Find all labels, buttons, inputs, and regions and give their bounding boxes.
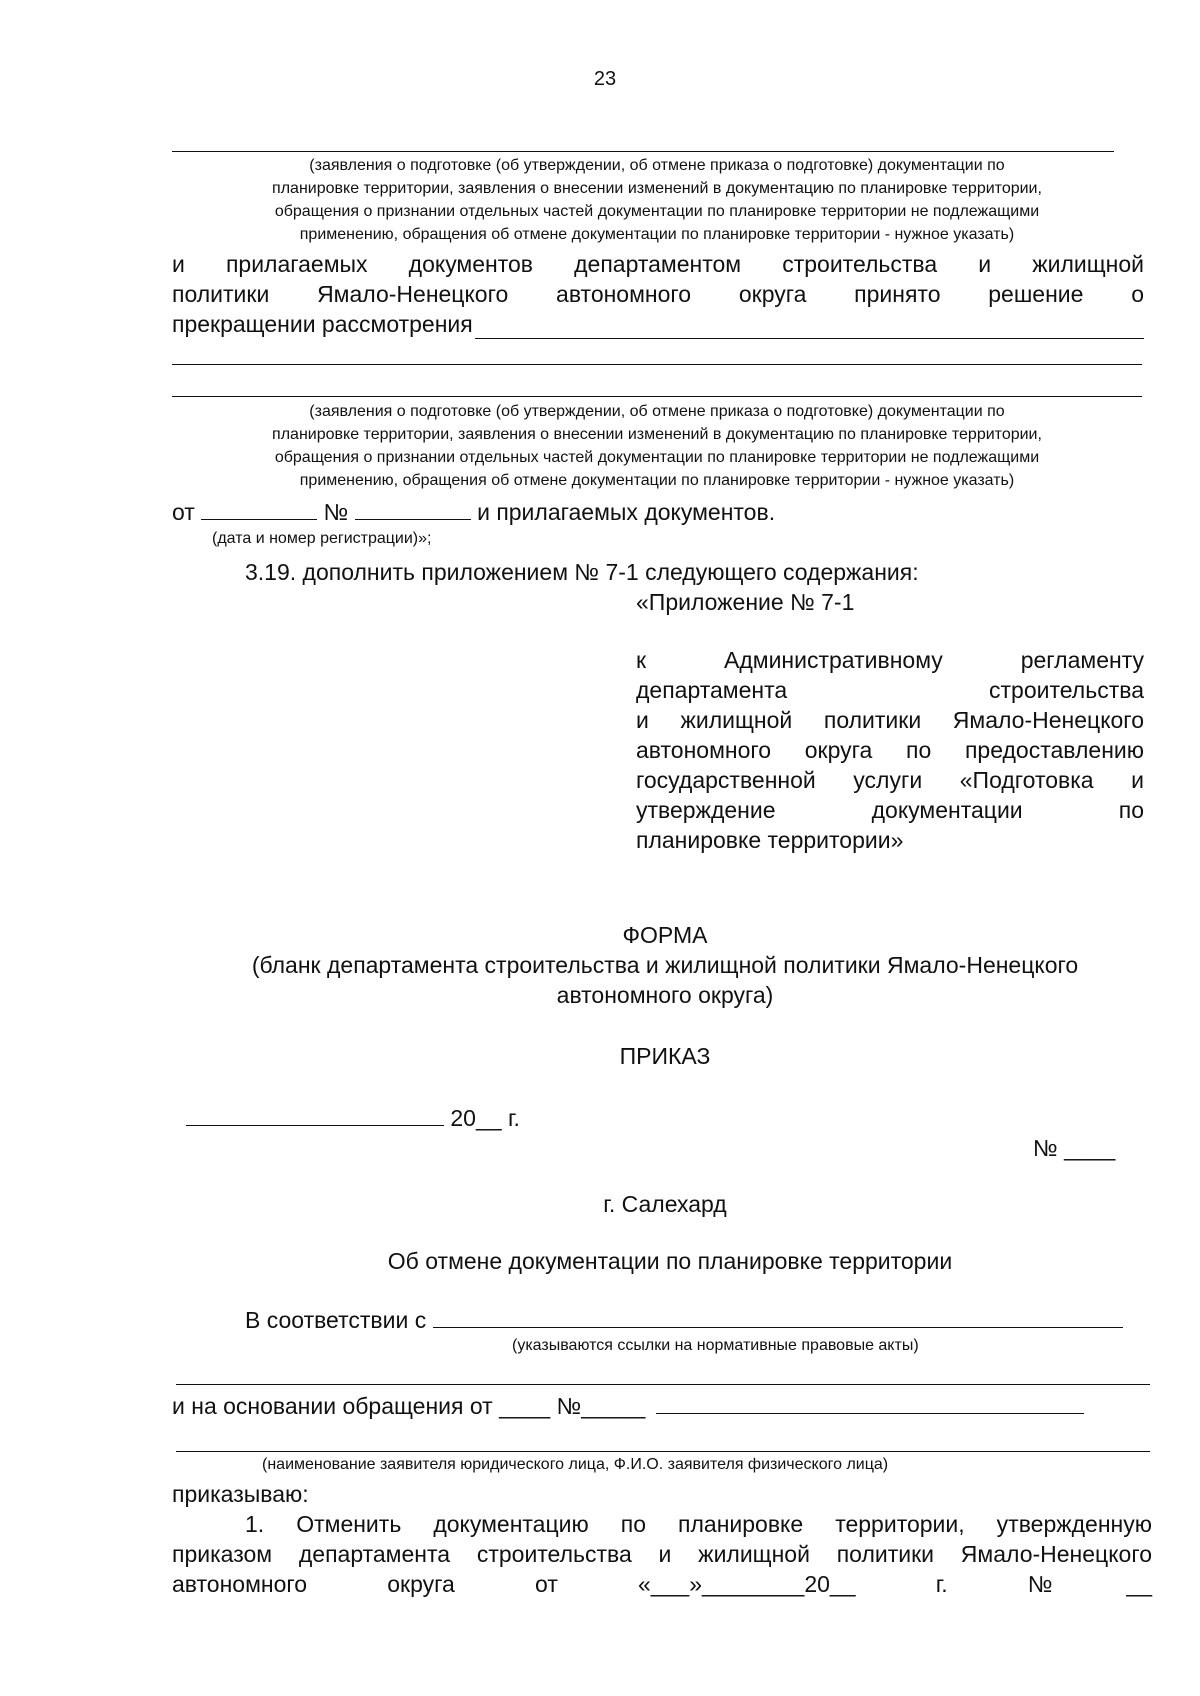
applicant-blank [656,1391,1084,1414]
point-1: 1. Отменить документацию по планировке территории, утвержденную приказом департамента строительства и жилищной политики Ямало-Ненецкого автономного округа от «___»________20__ г. №__ [172,1511,1152,1597]
registration-line: от № и прилагаемых документов. [172,499,776,525]
orders-label: приказываю: [172,1481,309,1507]
letterhead-note: автономного округа) [556,982,774,1008]
blank-line [172,151,1114,152]
letterhead-note: (бланк департамента строительства и жилищной политики Ямало-Ненецкого [251,952,1079,978]
blank-line [172,364,1142,365]
legal-acts-blank [433,1305,1123,1328]
date-blank [201,497,317,520]
registration-note: (дата и номер регистрации)»; [212,530,432,547]
decision-paragraph: и прилагаемых документов департаментом строительства и жилищной политики Ямало-Ненецкого автономного округа принято решение о прекращении рассмотрения [172,251,1144,337]
blank-field [475,316,1144,339]
legal-basis-line: В соответствии с [245,1305,1123,1335]
appendix-block: к Административному регламенту департамента строительства и жилищной политики Ямало-Ненецкого автономного округа по предоставлению государственной услуги «Подготовка и утверждение документации по планировке территории» [636,647,1144,853]
order-title: Об отмене документации по планировке территории [387,1248,953,1274]
city: г. Салехард [603,1191,727,1217]
page-number: 23 [593,68,617,90]
blank-line [172,396,1142,397]
blank-line [176,1451,1150,1452]
request-type-note: (заявления о подготовке (об утверждении, об отмене приказа о подготовке) документации по планировке территории, заявления о внесении изменений в документацию по планировке территории, обращения о признании отдельных частей документации по планировке территории не подлежащими применению, обращения об отмене документации по планировке территории - нужное указать) [272,157,1042,243]
number-blank [355,497,471,520]
date-blank [186,1103,444,1126]
order-heading: ПРИКАЗ [619,1043,711,1069]
appendix-title: «Приложение № 7-1 [636,589,855,615]
order-number: № ____ [1033,1135,1116,1161]
appeal-line: и на основании обращения от ____ №_____ [172,1391,1084,1421]
form-heading: ФОРМА [622,922,708,948]
request-type-note: (заявления о подготовке (об утверждении, об отмене приказа о подготовке) документации по планировке территории, заявления о внесении изменений в документацию по планировке территории, обращения о признании отдельных частей документации по планировке территории не подлежащими применению, обращения об отмене документации по планировке территории - нужное указать) [272,403,1042,489]
legal-acts-note: (указываются ссылки на нормативные правовые акты) [512,1337,919,1354]
applicant-note: (наименование заявителя юридического лица, Ф.И.О. заявителя физического лица) [262,1456,889,1473]
order-date: 20__ г. [186,1103,520,1133]
blank-line [176,1384,1150,1385]
item-3-19: 3.19. дополнить приложением № 7-1 следующего содержания: [245,559,919,585]
